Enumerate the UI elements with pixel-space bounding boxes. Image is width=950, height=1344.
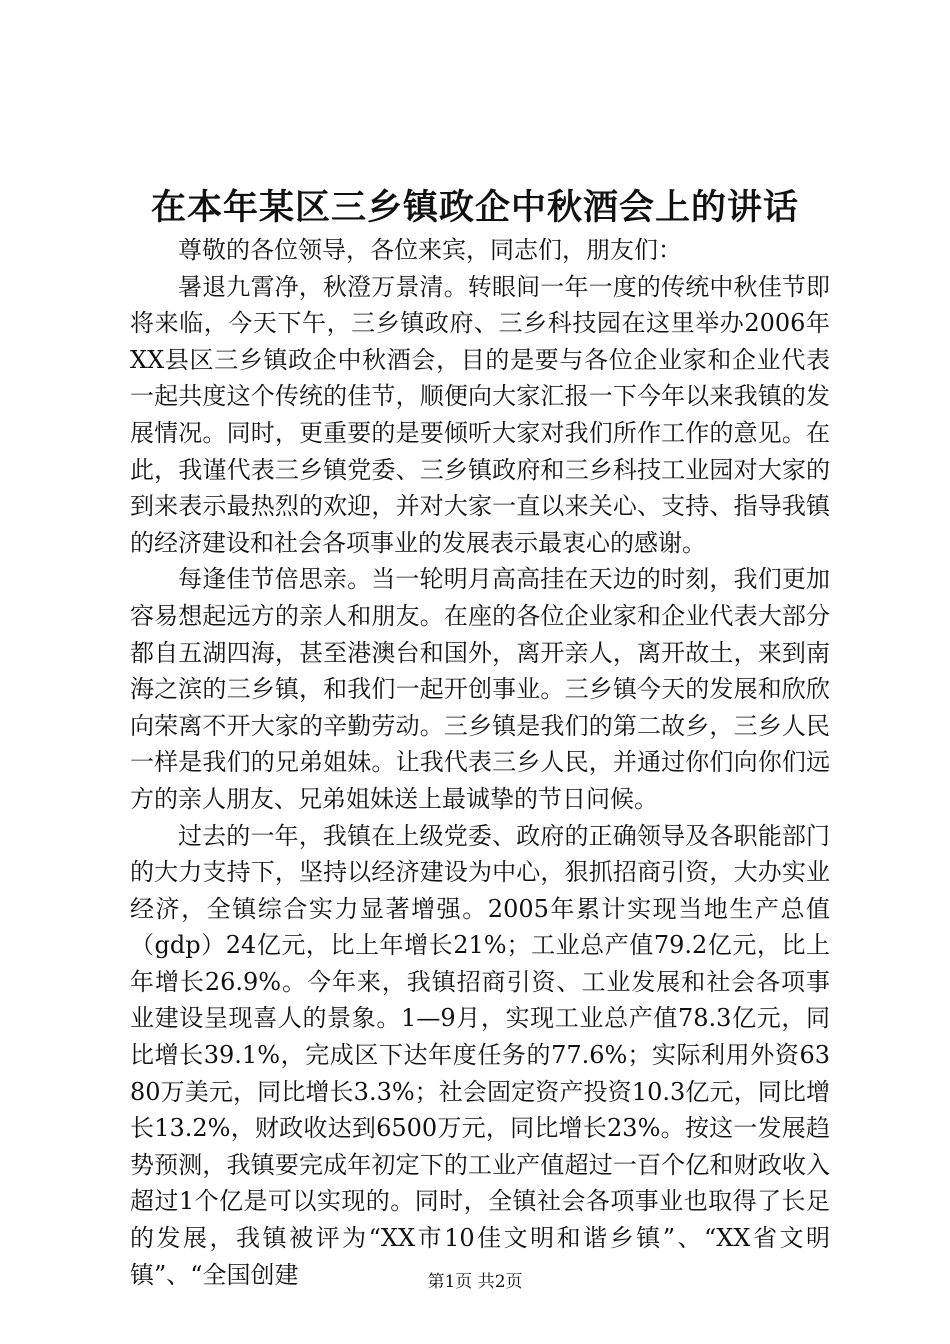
body-paragraph: 暑退九霄净，秋澄万景清。转眼间一年一度的传统中秋佳节即将来临，今天下午，三乡镇政府、三乡科技园在这里举办2006年XX县区三乡镇政企中秋酒会，目的是要与各位企业家和企业代表一起共度这个传统的佳节，顺便向大家汇报一下今年以来我镇的发展情况。同时，更重要的是要倾听大家对我们所作工作的意见。在此，我谨代表三乡镇党委、三乡镇政府和三乡科技工业园对大家的到来表示最热烈的欢迎，并对大家一直以来关心、支持、指导我镇的经济建设和社会各项事业的发展表示最衷心的感谢。 (130, 272, 830, 557)
document-body (130, 232, 830, 1293)
body-paragraph: 过去的一年，我镇在上级党委、政府的正确领导及各职能部门的大力支持下，坚持以经济建设为中心，狠抓招商引资，大办实业经济，全镇综合实力显著增强。2005年累计实现当地生产总值（gdp）24亿元，比上年增长21%；工业总产值79.2亿元，比上年增长26.9%。今年来，我镇招商引资、工业发展和社会各项事业建设呈现喜人的景象。1—9月，实现工业总产值78.3亿元，同比增长39.1%，完成区下达年度任务的77.6%；实际利用外资6380万美元，同比增长3.3%；社会固定资产投资10.3亿元，同比增长13.2%，财政收达到6500万元，同比增长23%。按这一发展趋势预测，我镇要完成年初定下的工业产值超过一百个亿和财政收入超过1个亿是可以实现的。同时，全镇社会各项事业也取得了长足的发展，我镇被评为“XX市10佳文明和谐乡镇”、“XX省文明镇”、“全国创建 (130, 821, 830, 1289)
document-title: 在本年某区三乡镇政企中秋酒会上的讲话 (150, 187, 799, 228)
body-paragraph: 每逢佳节倍思亲。当一轮明月高高挂在天边的时刻，我们更加容易想起远方的亲人和朋友。在座的各位企业家和企业代表大部分都自五湖四海，甚至港澳台和国外，离开亲人，离开故土，来到南海之滨的三乡镇，和我们一起开创事业。三乡镇今天的发展和欣欣向荣离不开大家的辛勤劳动。三乡镇是我们的第二故乡，三乡人民一样是我们的兄弟姐妹。让我代表三乡人民，并通过你们向你们远方的亲人朋友、兄弟姐妹送上最诚挚的节日问候。 (130, 565, 830, 813)
page-number-footer: 第1页 共2页 (427, 1272, 523, 1292)
salutation-paragraph: 尊敬的各位领导，各位来宾，同志们，朋友们： (178, 236, 682, 264)
